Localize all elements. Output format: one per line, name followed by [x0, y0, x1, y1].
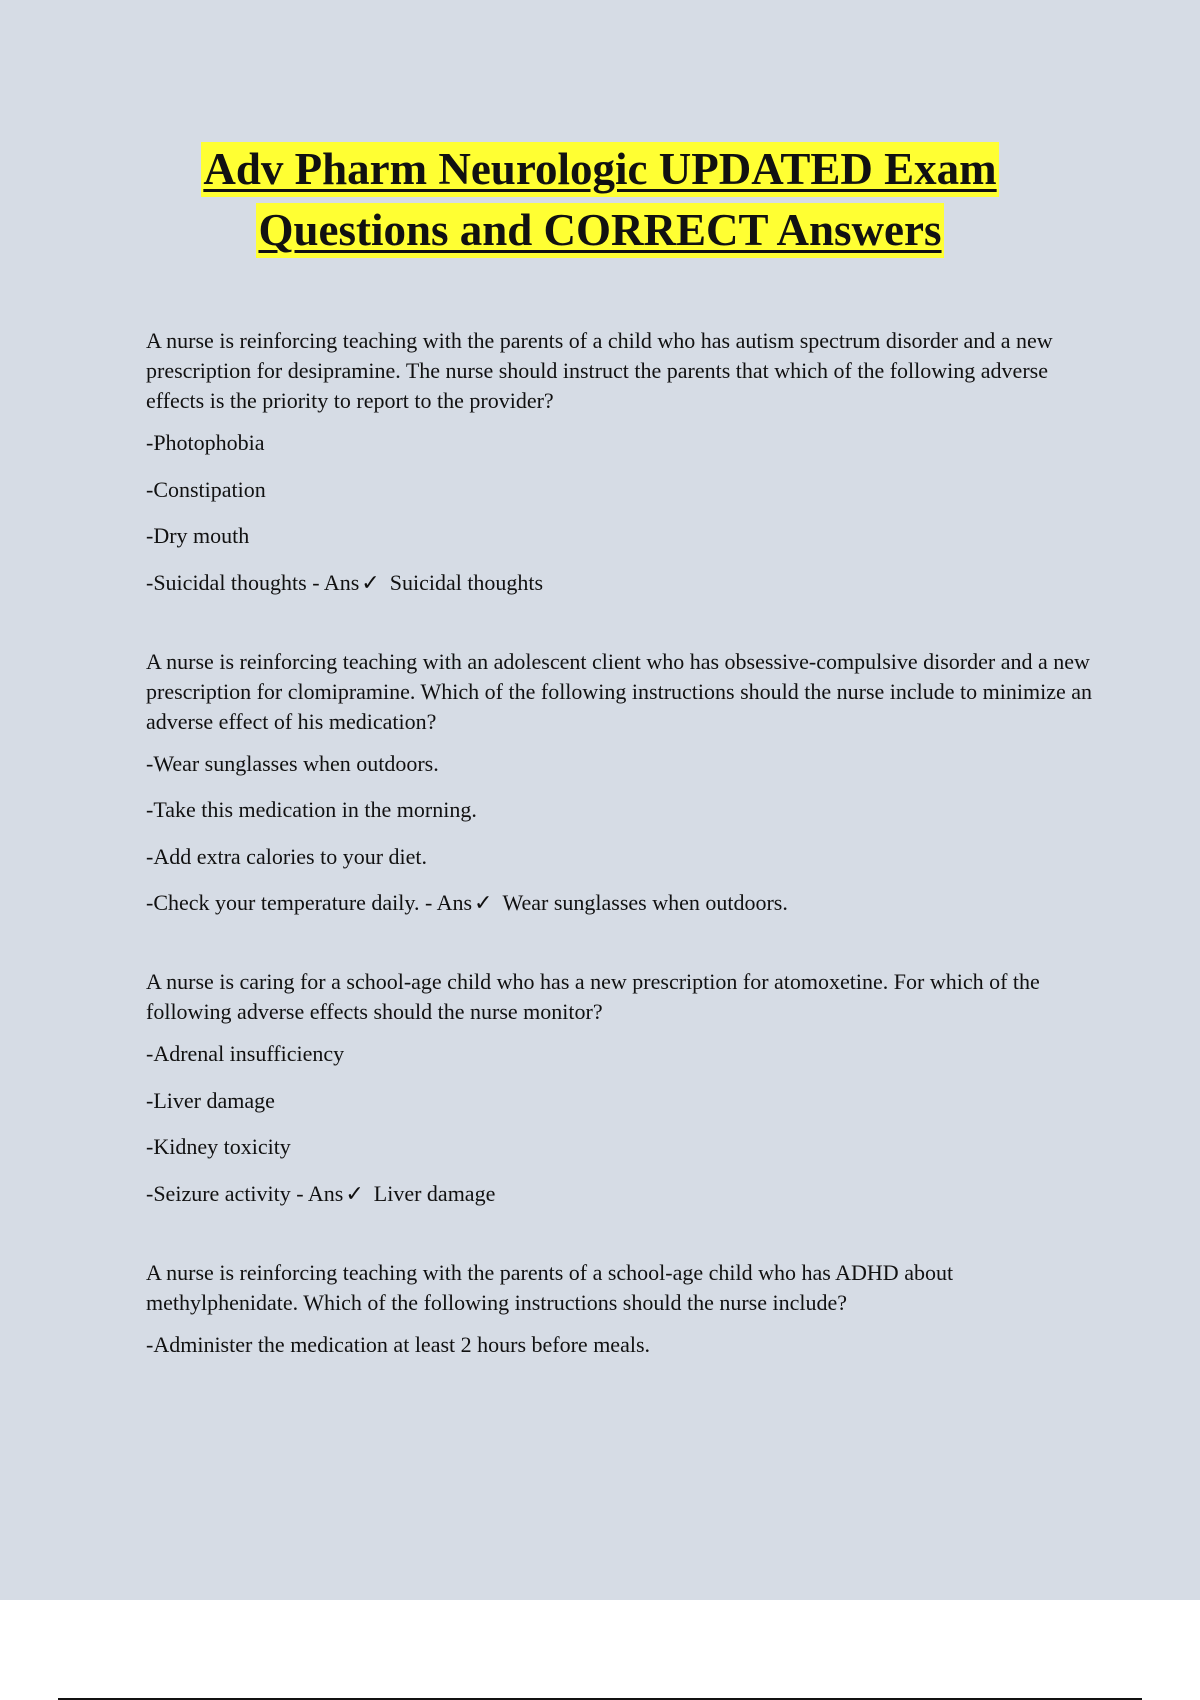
- answer-option-text: -Check your temperature daily.: [146, 890, 420, 915]
- title-line-1: Adv Pharm Neurologic UPDATED Exam: [201, 142, 998, 197]
- answer-option: -Take this medication in the morning.: [146, 797, 477, 822]
- answer-option: -Constipation: [146, 476, 266, 502]
- question-block: [146, 326, 1096, 599]
- title-line-2: Questions and CORRECT Answers: [256, 203, 943, 258]
- answer-option: -Dry mouth: [146, 523, 250, 548]
- question-block: [146, 647, 1096, 920]
- question-text: A nurse is caring for a school-age child who has a new prescription for atomoxetine. For which of the following adverse effects should the nurse monitor?: [146, 969, 1040, 1024]
- document-title: [0, 142, 1200, 264]
- question-text: A nurse is reinforcing teaching with the parents of a school-age child who has ADHD about methylphenidate. Which of the following instructions should the nurse include?: [146, 1259, 954, 1315]
- question-text: A nurse is reinforcing teaching with the parents of a child who has autism spectrum disorder and a new prescription for desipramine. The nurse should instruct the parents that which of the following adverse effects is the priority to report to the provider?: [146, 328, 1053, 413]
- answer-marker: - Ans: [419, 890, 473, 915]
- answer-option: -Wear sunglasses when outdoors.: [146, 750, 439, 776]
- answer-option: -Administer the medication at least 2 hours before meals.: [146, 1331, 651, 1357]
- question-block: [146, 967, 1096, 1210]
- answer-option: -Add extra calories to your diet.: [146, 843, 428, 869]
- question-text: A nurse is reinforcing teaching with an adolescent client who has obsessive-compulsive disorder and a new prescription for clomipramine. Which of the following instructions should the nurse include to minimize an adverse effect of his medication?: [146, 648, 1092, 734]
- answer-option-with-answer: [146, 888, 1096, 919]
- answer-option-with-answer: [146, 568, 1096, 599]
- question-list: [146, 326, 1096, 1408]
- answer-marker: - Ans: [306, 569, 360, 595]
- correct-answer: Liver damage: [373, 1180, 496, 1206]
- answer-option: -Adrenal insufficiency: [146, 1041, 345, 1066]
- answer-option-with-answer: [146, 1179, 1096, 1210]
- answer-option: -Photophobia: [146, 430, 265, 455]
- check-mark-icon: ✓: [361, 570, 380, 596]
- correct-answer: Wear sunglasses when outdoors.: [502, 890, 788, 915]
- correct-answer: Suicidal thoughts: [389, 569, 544, 595]
- answer-option-text: -Seizure activity: [146, 1180, 291, 1206]
- answer-option-text: -Suicidal thoughts: [146, 569, 307, 595]
- check-mark-icon: ✓: [474, 891, 493, 916]
- question-block: [146, 1258, 1096, 1360]
- answer-option: -Kidney toxicity: [146, 1134, 291, 1159]
- answer-marker: - Ans: [290, 1180, 344, 1206]
- check-mark-icon: ✓: [345, 1181, 364, 1207]
- answer-option: -Liver damage: [146, 1087, 275, 1113]
